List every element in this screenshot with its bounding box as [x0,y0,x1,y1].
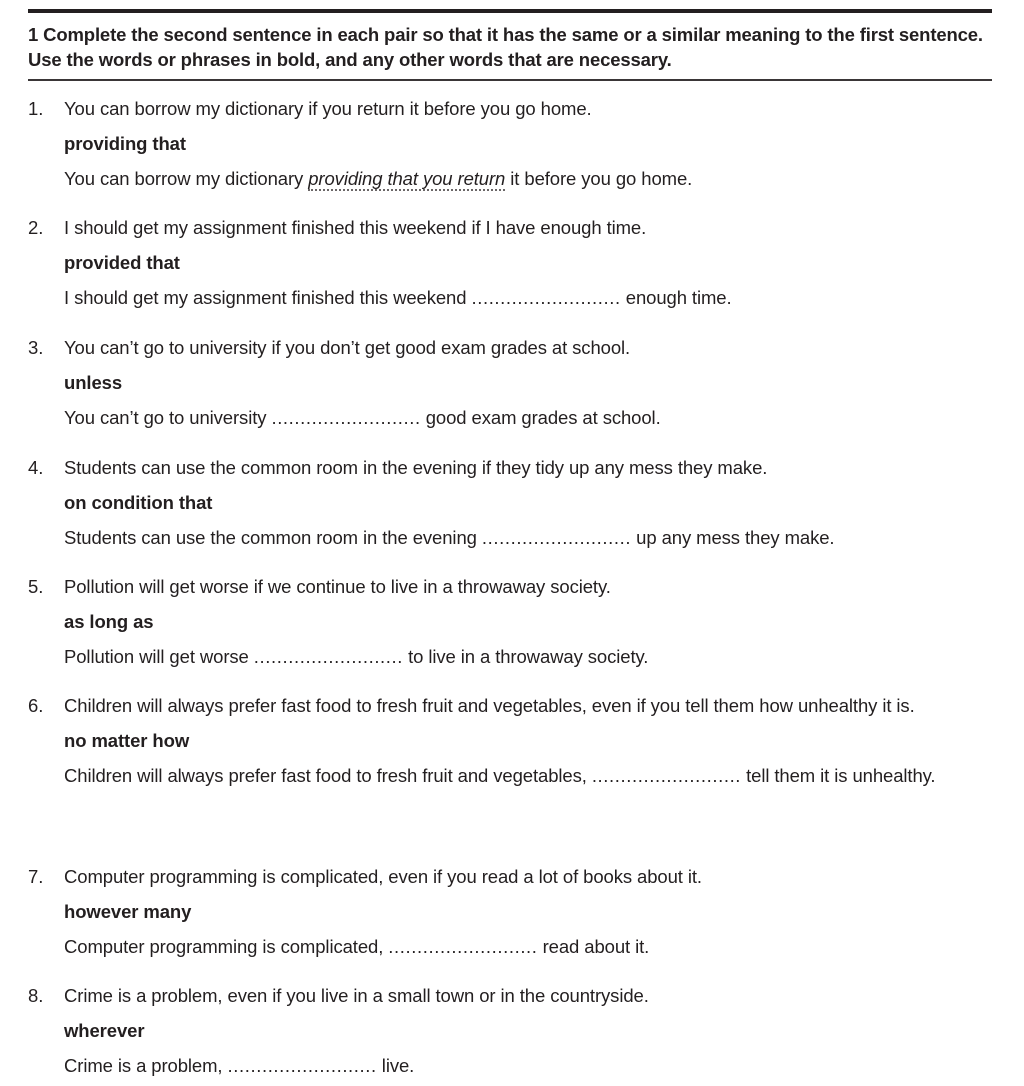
target-after: to live in a throwaway society. [403,646,649,667]
item-prompt: Pollution will get worse if we continue to live in a throwaway society. [64,576,611,597]
target-before: Children will always prefer fast food to fresh fruit and vegetables, [64,765,592,786]
target-after: live. [376,1055,415,1076]
item-target-sentence [64,405,992,430]
exercise-item-3 [28,335,992,430]
item-prompt: Children will always prefer fast food to fresh fruit and vegetables, even if you tell them how unhealthy it is. [64,695,915,716]
exercise-item-7 [28,864,992,959]
exercise-item-2 [28,215,992,310]
item-keyword: on condition that [64,492,213,513]
item-target-sentence [64,1053,992,1078]
exercise-instructions: 1 Complete the second sentence in each pair so that it has the same or a similar meaning to the first sentence. Use the words or phrases in bold, and any other words that are necessary. [28,24,983,70]
item-number: 3. [28,337,44,358]
item-number: 4. [28,457,44,478]
exercise-item-8 [28,983,992,1078]
item-prompt: You can’t go to university if you don’t get good exam grades at school. [64,337,631,358]
item-keyword: however many [64,901,192,922]
answer-blank[interactable]: .......................... [471,287,621,308]
item-prompt: Students can use the common room in the evening if they tidy up any mess they make. [64,457,768,478]
item-prompt: Computer programming is complicated, even if you read a lot of books about it. [64,866,702,887]
target-before: Computer programming is complicated, [64,936,389,957]
item-keyword: providing that [64,133,186,154]
answer-blank[interactable]: .......................... [591,765,742,786]
item-number: 5. [28,576,44,597]
answer-blank[interactable]: .......................... [253,646,404,667]
target-before: I should get my assignment finished this weekend [64,287,472,308]
item-target-sentence [64,525,992,550]
item-keyword: no matter how [64,730,190,751]
item-target-sentence [64,166,992,191]
target-before: Crime is a problem, [64,1055,228,1076]
exercise-item-1 [28,96,992,191]
answer-blank[interactable]: .......................... [481,527,632,548]
item-number: 6. [28,695,44,716]
item-target-sentence [64,934,992,959]
exercise-item-5 [28,574,992,669]
item-number: 7. [28,866,44,887]
target-after: good exam grades at school. [420,407,661,428]
answer-blank[interactable]: .......................... [271,407,421,428]
answer-blank[interactable]: .......................... [388,936,538,957]
target-after: up any mess they make. [631,527,835,548]
item-keyword: wherever [64,1020,145,1041]
top-rule-divider [28,9,992,13]
item-prompt: Crime is a problem, even if you live in a small town or in the countryside. [64,985,649,1006]
instructions-divider [28,79,992,81]
answer-blank[interactable]: .......................... [227,1055,377,1076]
item-number: 2. [28,217,44,238]
target-before: You can’t go to university [64,407,272,428]
target-after: read about it. [537,936,650,957]
answer-field[interactable]: providing that you return [308,168,506,189]
item-keyword: as long as [64,611,154,632]
item-target-sentence [64,285,992,310]
item-number: 1. [28,98,44,119]
exercise-item-4 [28,455,992,550]
target-before: You can borrow my dictionary [64,168,309,189]
item-target-sentence [64,644,992,669]
target-after: tell them it is unhealthy. [741,765,936,786]
item-keyword: unless [64,372,123,393]
exercise-item-6 [28,693,992,788]
target-after: it before you go home. [505,168,693,189]
item-keyword: provided that [64,252,180,273]
item-number: 8. [28,985,44,1006]
item-target-sentence [64,763,992,788]
target-before: Students can use the common room in the evening [64,527,482,548]
item-prompt: You can borrow my dictionary if you return it before you go home. [64,98,592,119]
target-after: enough time. [620,287,732,308]
item-prompt: I should get my assignment finished this weekend if I have enough time. [64,217,647,238]
target-before: Pollution will get worse [64,646,254,667]
